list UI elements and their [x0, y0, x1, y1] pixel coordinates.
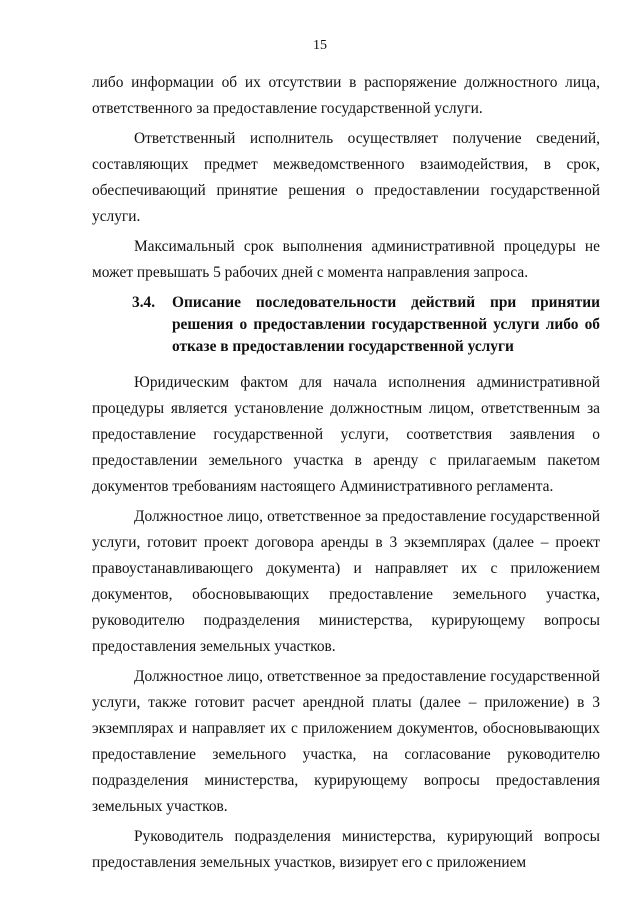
page-number: 15	[313, 38, 327, 53]
section-number: 3.4.	[132, 294, 156, 311]
document-body	[92, 70, 600, 876]
section-heading	[92, 292, 600, 358]
paragraph: Максимальный срок выполнения административной процедуры не может превышать 5 рабочих дней с момента направления запроса.	[92, 238, 600, 281]
paragraph: либо информации об их отсутствии в распоряжение должностного лица, ответственного за предоставление государственной услуги.	[92, 74, 600, 117]
paragraph: Должностное лицо, ответственное за предоставление государственной услуги, также готовит расчет арендной платы (далее – приложение) в 3 экземплярах и направляет их с приложением документов, обосновывающих предоставление земельного участка, на согласование руководителю подразделения министерства, курирующему вопросы предоставления земельных участков.	[92, 668, 600, 815]
paragraph: Юридическим фактом для начала исполнения административной процедуры является установление должностным лицом, ответственным за предоставление государственной услуги, соответствия заявления о предоставлении земельного участка в аренду с прилагаемым пакетом документов требованиям настоящего Административного регламента.	[92, 374, 600, 495]
paragraph: Ответственный исполнитель осуществляет получение сведений, составляющих предмет межведомственного взаимодействия, в срок, обеспечивающий принятие решения о предоставлении государственной услуги.	[92, 130, 600, 225]
section-title: Описание последовательности действий при принятии решения о предоставлении государственной услуги либо об отказе в предоставлении государственной услуги	[172, 294, 600, 355]
paragraph: Должностное лицо, ответственное за предоставление государственной услуги, готовит проект договора аренды в 3 экземплярах (далее – проект правоустанавливающего документа) и направляет их с приложением документов, обосновывающих предоставление земельного участка, руководителю подразделения министерства, курирующему вопросы предоставления земельных участков.	[92, 508, 600, 655]
paragraph: Руководитель подразделения министерства, курирующий вопросы предоставления земельных участков, визирует его с приложением	[92, 828, 600, 871]
